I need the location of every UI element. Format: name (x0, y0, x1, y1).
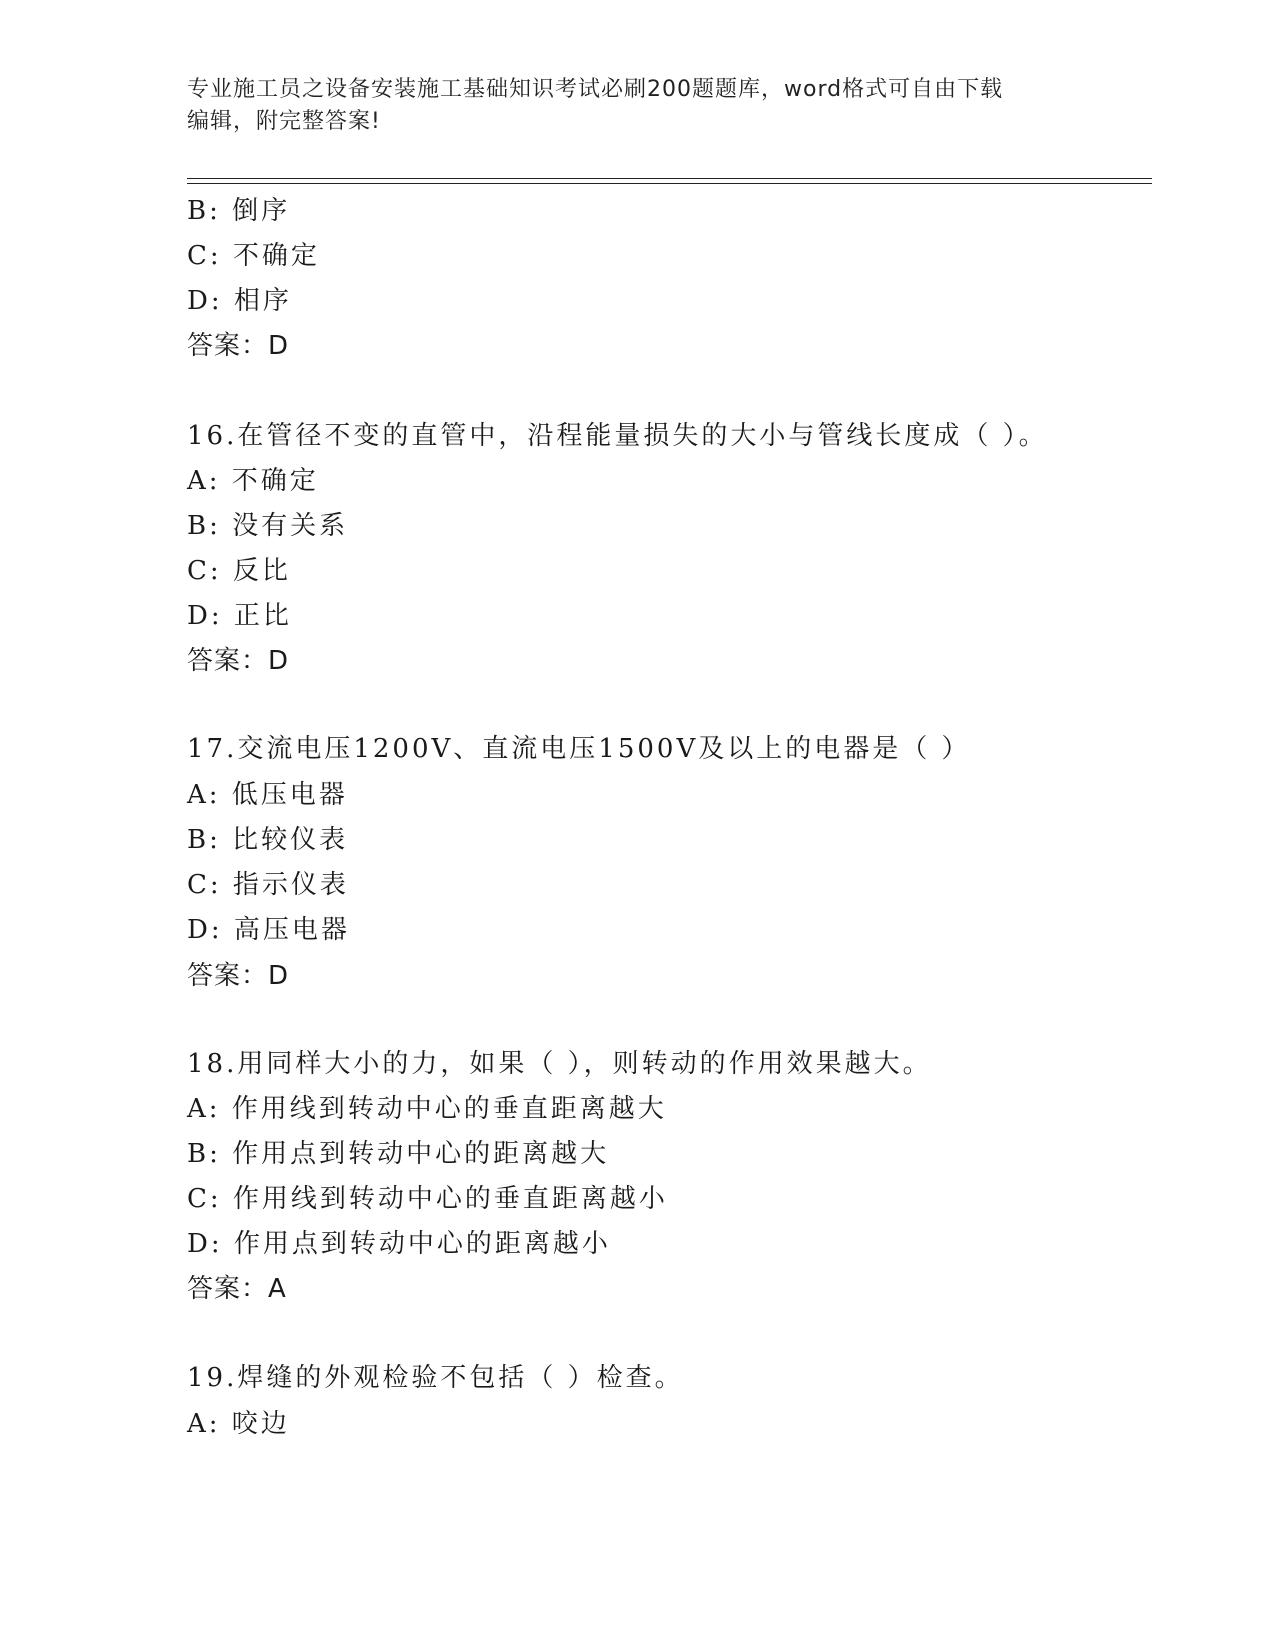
option-d: D: 高压电器 (187, 915, 350, 945)
question-stem: 18.用同样大小的力，如果（ ），则转动的作用效果越大。 (187, 1049, 932, 1079)
option-d: D: 相序 (187, 286, 292, 316)
option-c: C: 作用线到转动中心的垂直距离越小 (187, 1184, 668, 1214)
option-a: A: 低压电器 (187, 780, 348, 810)
option-d: D: 正比 (187, 601, 292, 631)
header-rule-bottom (187, 183, 1152, 184)
document-header (187, 74, 1067, 138)
option-c: C: 指示仪表 (187, 870, 349, 900)
header-title-line-1: 专业施工员之设备安装施工基础知识考试必刷200题题库，word格式可自由下载 (187, 77, 1004, 102)
option-b: B: 作用点到转动中心的距离越大 (187, 1139, 610, 1169)
option-c: C: 不确定 (187, 241, 320, 271)
option-a: A: 咬边 (187, 1409, 290, 1439)
answer-line: 答案：D (187, 331, 290, 361)
answer-line: 答案：A (187, 1274, 287, 1304)
option-c: C: 反比 (187, 556, 291, 586)
answer-line: 答案：D (187, 646, 290, 676)
option-b: B: 倒序 (187, 196, 291, 226)
option-b: B: 比较仪表 (187, 825, 349, 855)
option-d: D: 作用点到转动中心的距离越小 (187, 1229, 611, 1259)
question-stem: 16.在管径不变的直管中，沿程能量损失的大小与管线长度成（ ）。 (187, 421, 1048, 451)
option-a: A: 作用线到转动中心的垂直距离越大 (187, 1094, 667, 1124)
header-rule-top (187, 178, 1152, 179)
option-b: B: 没有关系 (187, 511, 349, 541)
header-title-line-2: 编辑，附完整答案! (187, 109, 381, 134)
question-stem: 17.交流电压1200V、直流电压1500V及以上的电器是（ ） (187, 734, 971, 764)
option-a: A: 不确定 (187, 466, 319, 496)
answer-line: 答案：D (187, 961, 290, 991)
question-stem: 19.焊缝的外观检验不包括（ ）检查。 (187, 1363, 684, 1393)
